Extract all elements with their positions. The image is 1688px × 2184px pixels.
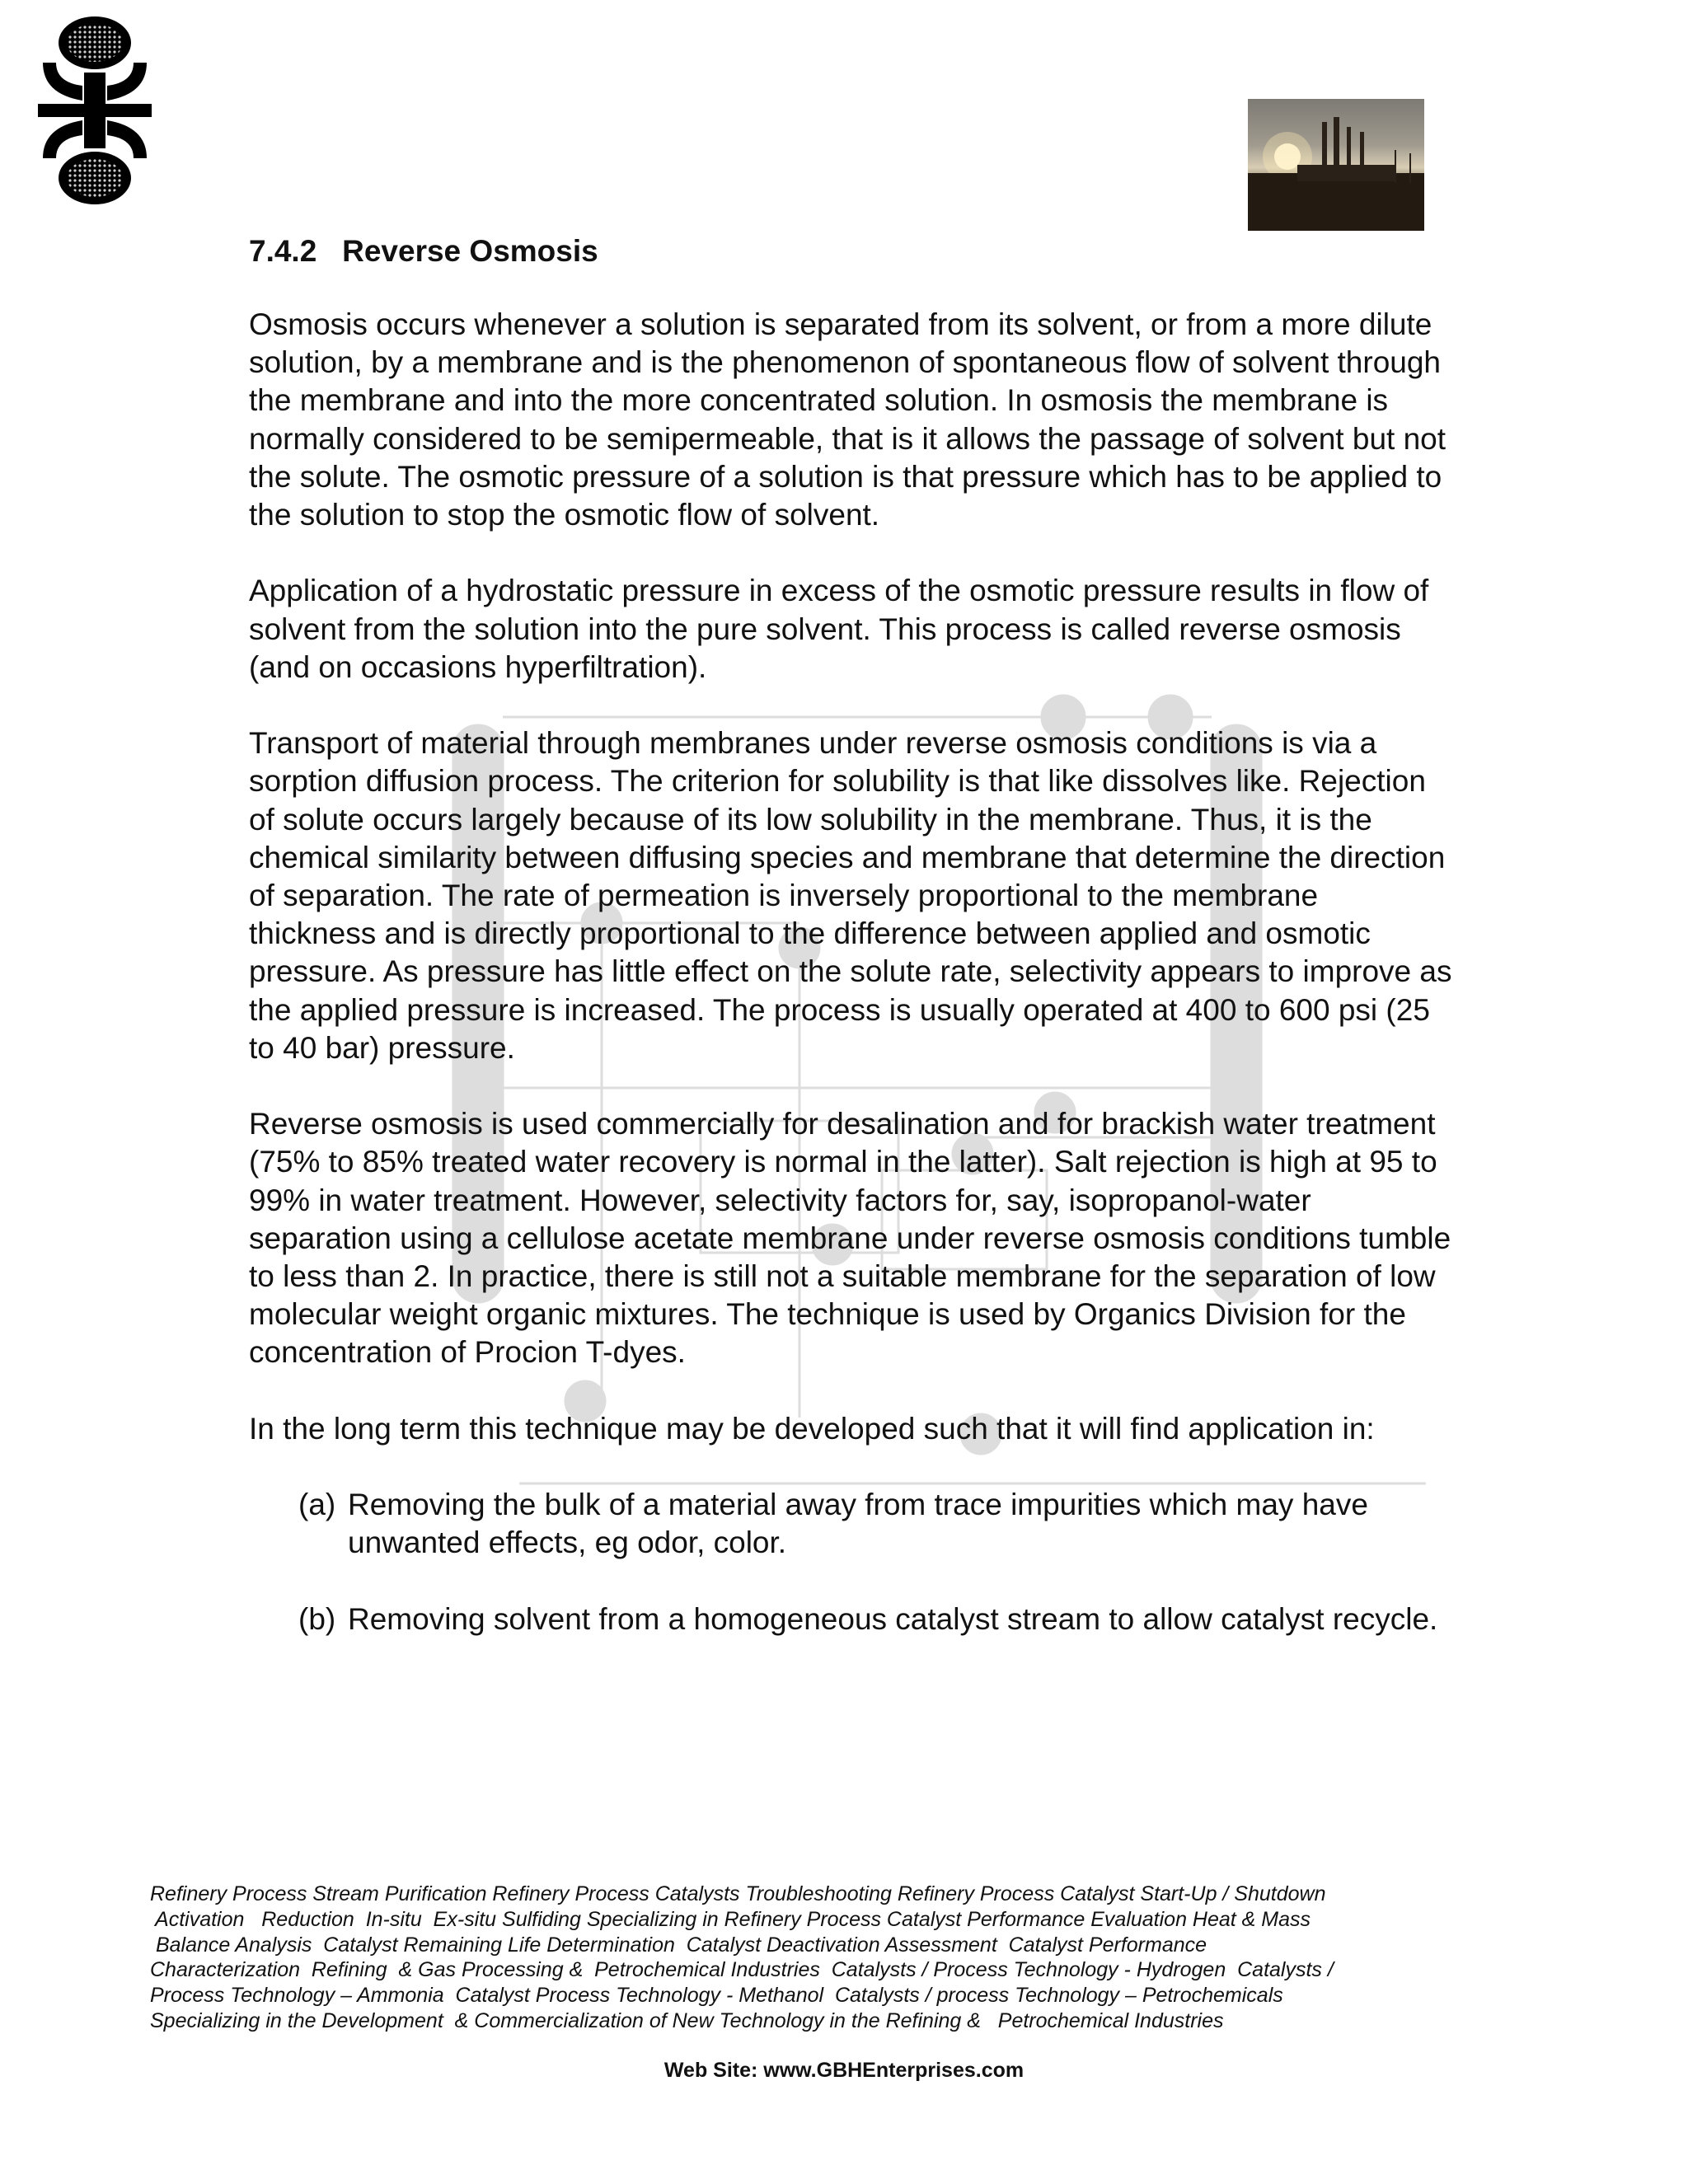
list-item-b	[249, 1601, 1452, 1638]
paragraph-transport: Transport of material through membranes under reverse osmosis conditions is via a sorption diffusion process. The criterion for solubility is that like dissolves like. Rejection of solute occurs largely because of its low solubility in the membrane. Thus, it is the chemical similarity between diffusing species and membrane that determine the direction of separation. The rate of permeation is inversely proportional to the membrane thickness and is directly proportional to the difference between applied and osmotic pressure. As pressure has little effect on the solute rate, selectivity appears to improve as the applied pressure is increased. The process is usually operated at 400 to 600 psi (25 to 40 bar) pressure.	[249, 726, 1452, 1065]
company-logo-icon	[33, 15, 157, 206]
list-item-text: Removing solvent from a homogeneous catalyst stream to allow catalyst recycle.	[348, 1601, 1438, 1636]
website-link[interactable]: Web Site: www.GBHEnterprises.com	[663, 2059, 1025, 2082]
footer-line: Specializing in the Development & Commercialization of New Technology in the Refining & Petrochemical Industries	[150, 2008, 1224, 2032]
list-marker: (a)	[298, 1488, 336, 1522]
section-heading: 7.4.2 Reverse Osmosis	[249, 234, 598, 268]
list-item-a	[249, 1486, 1452, 1562]
list-marker: (b)	[298, 1601, 336, 1636]
paragraph-long-term: In the long term this technique may be developed such that it will find application in:	[249, 1411, 1375, 1446]
footer-line: Characterization Refining & Gas Processing & Petrochemical Industries Catalysts / Process Technology - Hydrogen Catalysts /	[150, 1958, 1334, 1982]
refinery-sunset-photo	[1248, 99, 1424, 231]
footer-line: Process Technology – Ammonia Catalyst Process Technology - Methanol Catalysts / process Technology – Petrochemicals	[150, 1984, 1283, 2008]
paragraph-osmosis: Osmosis occurs whenever a solution is separated from its solvent, or from a more dilute solution, by a membrane and is the phenomenon of spontaneous flow of solvent through the membrane and into the more concentrated solution. In osmosis the membrane is normally considered to be semipermeable, that is it allows the passage of solvent but not the solute. The osmotic pressure of a solution is that pressure which has to be applied to the solution to stop the osmotic flow of solvent.	[249, 307, 1447, 532]
document-body	[249, 306, 1452, 1676]
footer-description	[150, 1882, 1436, 2034]
list-item-text: Removing the bulk of a material away from trace impurities which may have unwanted effects, eg odor, color.	[348, 1488, 1368, 1560]
footer-line: Activation Reduction In-situ Ex-situ Sulfiding Specializing in Refinery Process Catalyst Performance Evaluation Heat & Mass	[150, 1907, 1311, 1931]
footer-line: Balance Analysis Catalyst Remaining Life Determination Catalyst Deactivation Assessment Catalyst Performance	[150, 1933, 1207, 1957]
footer-line: Refinery Process Stream Purification Refinery Process Catalysts Troubleshooting Refinery Process Catalyst Start-Up / Shutdown	[150, 1882, 1326, 1905]
paragraph-commercial-use: Reverse osmosis is used commercially for desalination and for brackish water treatment (75% to 85% treated water recovery is normal in the latter). Salt rejection is high at 95 to 99% in water treatment. However, selectivity factors for, say, isopropanol-water separation using a cellulose acetate membrane under reverse osmosis conditions tumble to less than 2. In practice, there is still not a suitable membrane for the separation of low molecular weight organic mixtures. The technique is used by Organics Division for the concentration of Procion T-dyes.	[249, 1107, 1451, 1370]
paragraph-hydrostatic-pressure: Application of a hydrostatic pressure in excess of the osmotic pressure results in flow of solvent from the solution into the pure solvent. This process is called reverse osmosis (and on occasions hyperfiltration).	[249, 574, 1429, 684]
